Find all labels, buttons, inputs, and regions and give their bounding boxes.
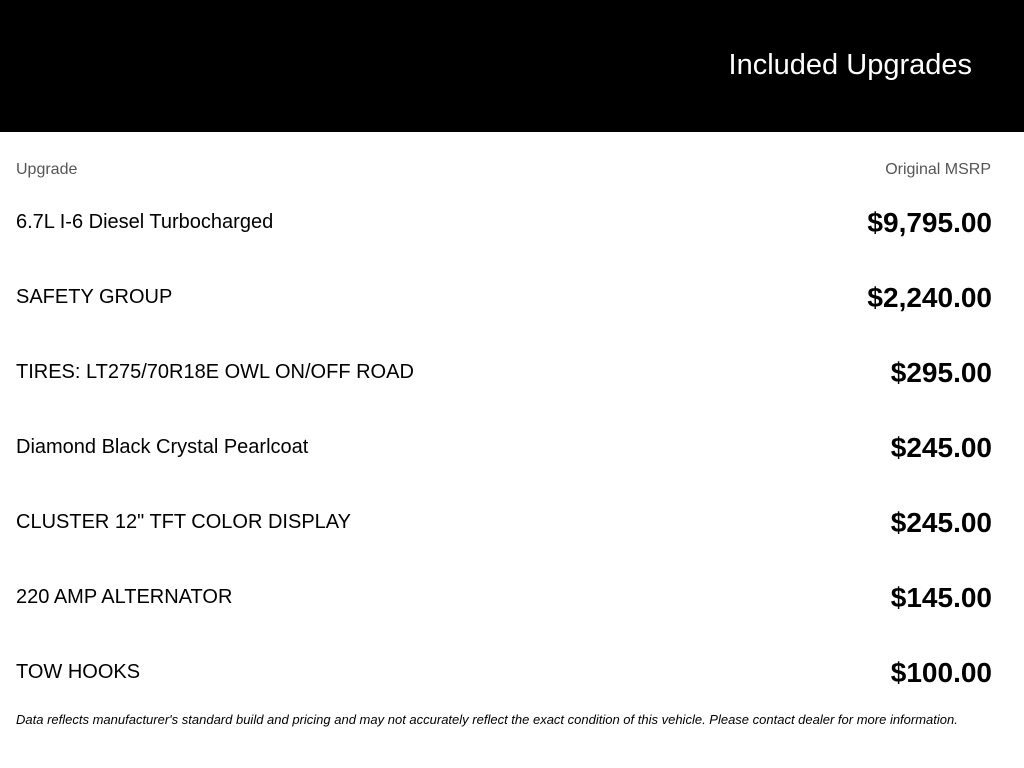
upgrade-column-header: Upgrade [16, 161, 78, 178]
upgrade-row [0, 410, 1024, 485]
disclaimer-text: Data reflects manufacturer's standard build and pricing and may not accurately reflect the exact condition of this vehicle. Please contact dealer for more information. [16, 712, 958, 727]
header-bar [0, 0, 1024, 132]
upgrade-price: $2,240.00 [867, 281, 992, 313]
upgrade-row [0, 560, 1024, 635]
upgrade-row [0, 185, 1024, 260]
upgrade-name: Diamond Black Crystal Pearlcoat [16, 436, 309, 458]
upgrade-name: SAFETY GROUP [16, 286, 173, 308]
upgrade-price: $245.00 [890, 506, 992, 538]
upgrade-price: $100.00 [890, 656, 992, 688]
upgrade-row [0, 485, 1024, 560]
upgrade-price: $9,795.00 [867, 206, 992, 238]
upgrade-price: $145.00 [890, 581, 992, 613]
upgrade-row [0, 260, 1024, 335]
upgrade-name: TIRES: LT275/70R18E OWL ON/OFF ROAD [16, 361, 414, 383]
upgrade-name: 6.7L I-6 Diesel Turbocharged [16, 211, 274, 233]
upgrade-name: 220 AMP ALTERNATOR [16, 586, 233, 608]
upgrade-name: CLUSTER 12" TFT COLOR DISPLAY [16, 511, 351, 533]
page-title: Included Upgrades [728, 49, 972, 81]
upgrade-price: $245.00 [890, 431, 992, 463]
msrp-column-header: Original MSRP [885, 161, 991, 178]
upgrade-price: $295.00 [890, 356, 992, 388]
upgrade-name: TOW HOOKS [16, 661, 141, 683]
upgrades-list [0, 185, 1024, 710]
upgrade-row [0, 635, 1024, 710]
upgrade-row [0, 335, 1024, 410]
